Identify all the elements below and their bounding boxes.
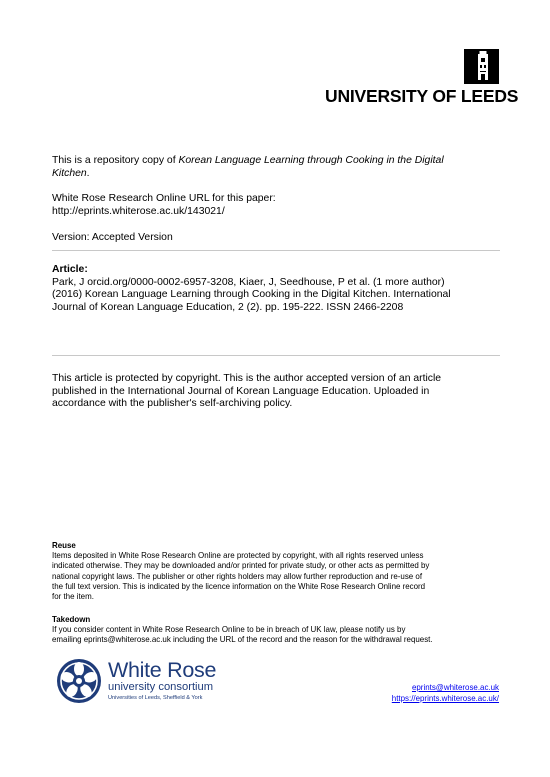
article-citation (52, 264, 502, 314)
paper-title-line2: Kitchen (52, 167, 87, 179)
brand-members: Universities of Leeds, Sheffield & York (108, 695, 203, 701)
citation-line: (2016) Korean Language Learning through Cooking in the Digital Kitchen. International (52, 289, 451, 301)
leeds-tower-logo-icon (464, 49, 499, 84)
intro-prefix: This is a repository copy of (52, 155, 179, 166)
reuse-line: for the item. (52, 592, 94, 602)
white-rose-emblem-icon (56, 658, 102, 704)
takedown-line: emailing eprints@whiterose.ac.uk including the URL of the record and the reason for the withdrawal request. (52, 635, 433, 645)
version-line: Version: Accepted Version (52, 232, 173, 243)
reuse-section (52, 541, 500, 602)
url-label: White Rose Research Online URL for this paper: (52, 193, 276, 204)
brand-name: White Rose (108, 658, 217, 682)
paper-title-line1: Korean Language Learning through Cooking in the Digital (178, 155, 444, 166)
repository-copy-statement (52, 155, 502, 180)
divider (52, 250, 500, 251)
takedown-line: If you consider content in White Rose Research Online to be in breach of UK law, please notify us by (52, 625, 406, 635)
article-heading: Article: (52, 264, 88, 275)
website-link[interactable]: https://eprints.whiterose.ac.uk/ (391, 693, 499, 703)
reuse-line: indicated otherwise. They may be downloaded and/or printed for private study, or other acts as permitted by (52, 561, 430, 571)
copyright-notice (52, 373, 502, 411)
email-link[interactable]: eprints@whiterose.ac.uk (411, 683, 499, 692)
white-rose-logo (56, 658, 221, 704)
paper-url[interactable]: http://eprints.whiterose.ac.uk/143021/ (52, 205, 225, 217)
contact-links (320, 683, 499, 704)
citation-line: Park, J orcid.org/0000-0002-6957-3208, Kiaer, J, Seedhouse, P et al. (1 more author) (52, 276, 445, 288)
copyright-line: This article is protected by copyright. This is the author accepted version of an article (52, 373, 442, 384)
university-wordmark: UNIVERSITY OF LEEDS (325, 86, 519, 106)
divider (52, 355, 500, 356)
citation-line: Journal of Korean Language Education, 2 (2). pp. 195-222. ISSN 2466-2208 (52, 301, 404, 313)
reuse-line: the full text version. This is indicated by the licence information on the White Rose Research Online record (52, 581, 426, 591)
white-rose-wordmark (108, 659, 216, 702)
copyright-line: published in the International Journal of Korean Language Education. Uploaded in (52, 385, 430, 397)
takedown-section (52, 615, 500, 646)
copyright-line: accordance with the publisher's self-archiving policy. (52, 398, 293, 410)
reuse-heading: Reuse (52, 541, 76, 550)
repository-url-block (52, 193, 502, 218)
intro-suffix: . (86, 167, 90, 179)
reuse-line: Items deposited in White Rose Research Online are protected by copyright, with all rights reserved unless (52, 551, 424, 561)
takedown-heading: Takedown (52, 615, 91, 624)
reuse-line: national copyright laws. The publisher or other rights holders may allow further reproduction and re-use of (52, 571, 423, 581)
brand-subtitle: university consortium (108, 681, 214, 693)
